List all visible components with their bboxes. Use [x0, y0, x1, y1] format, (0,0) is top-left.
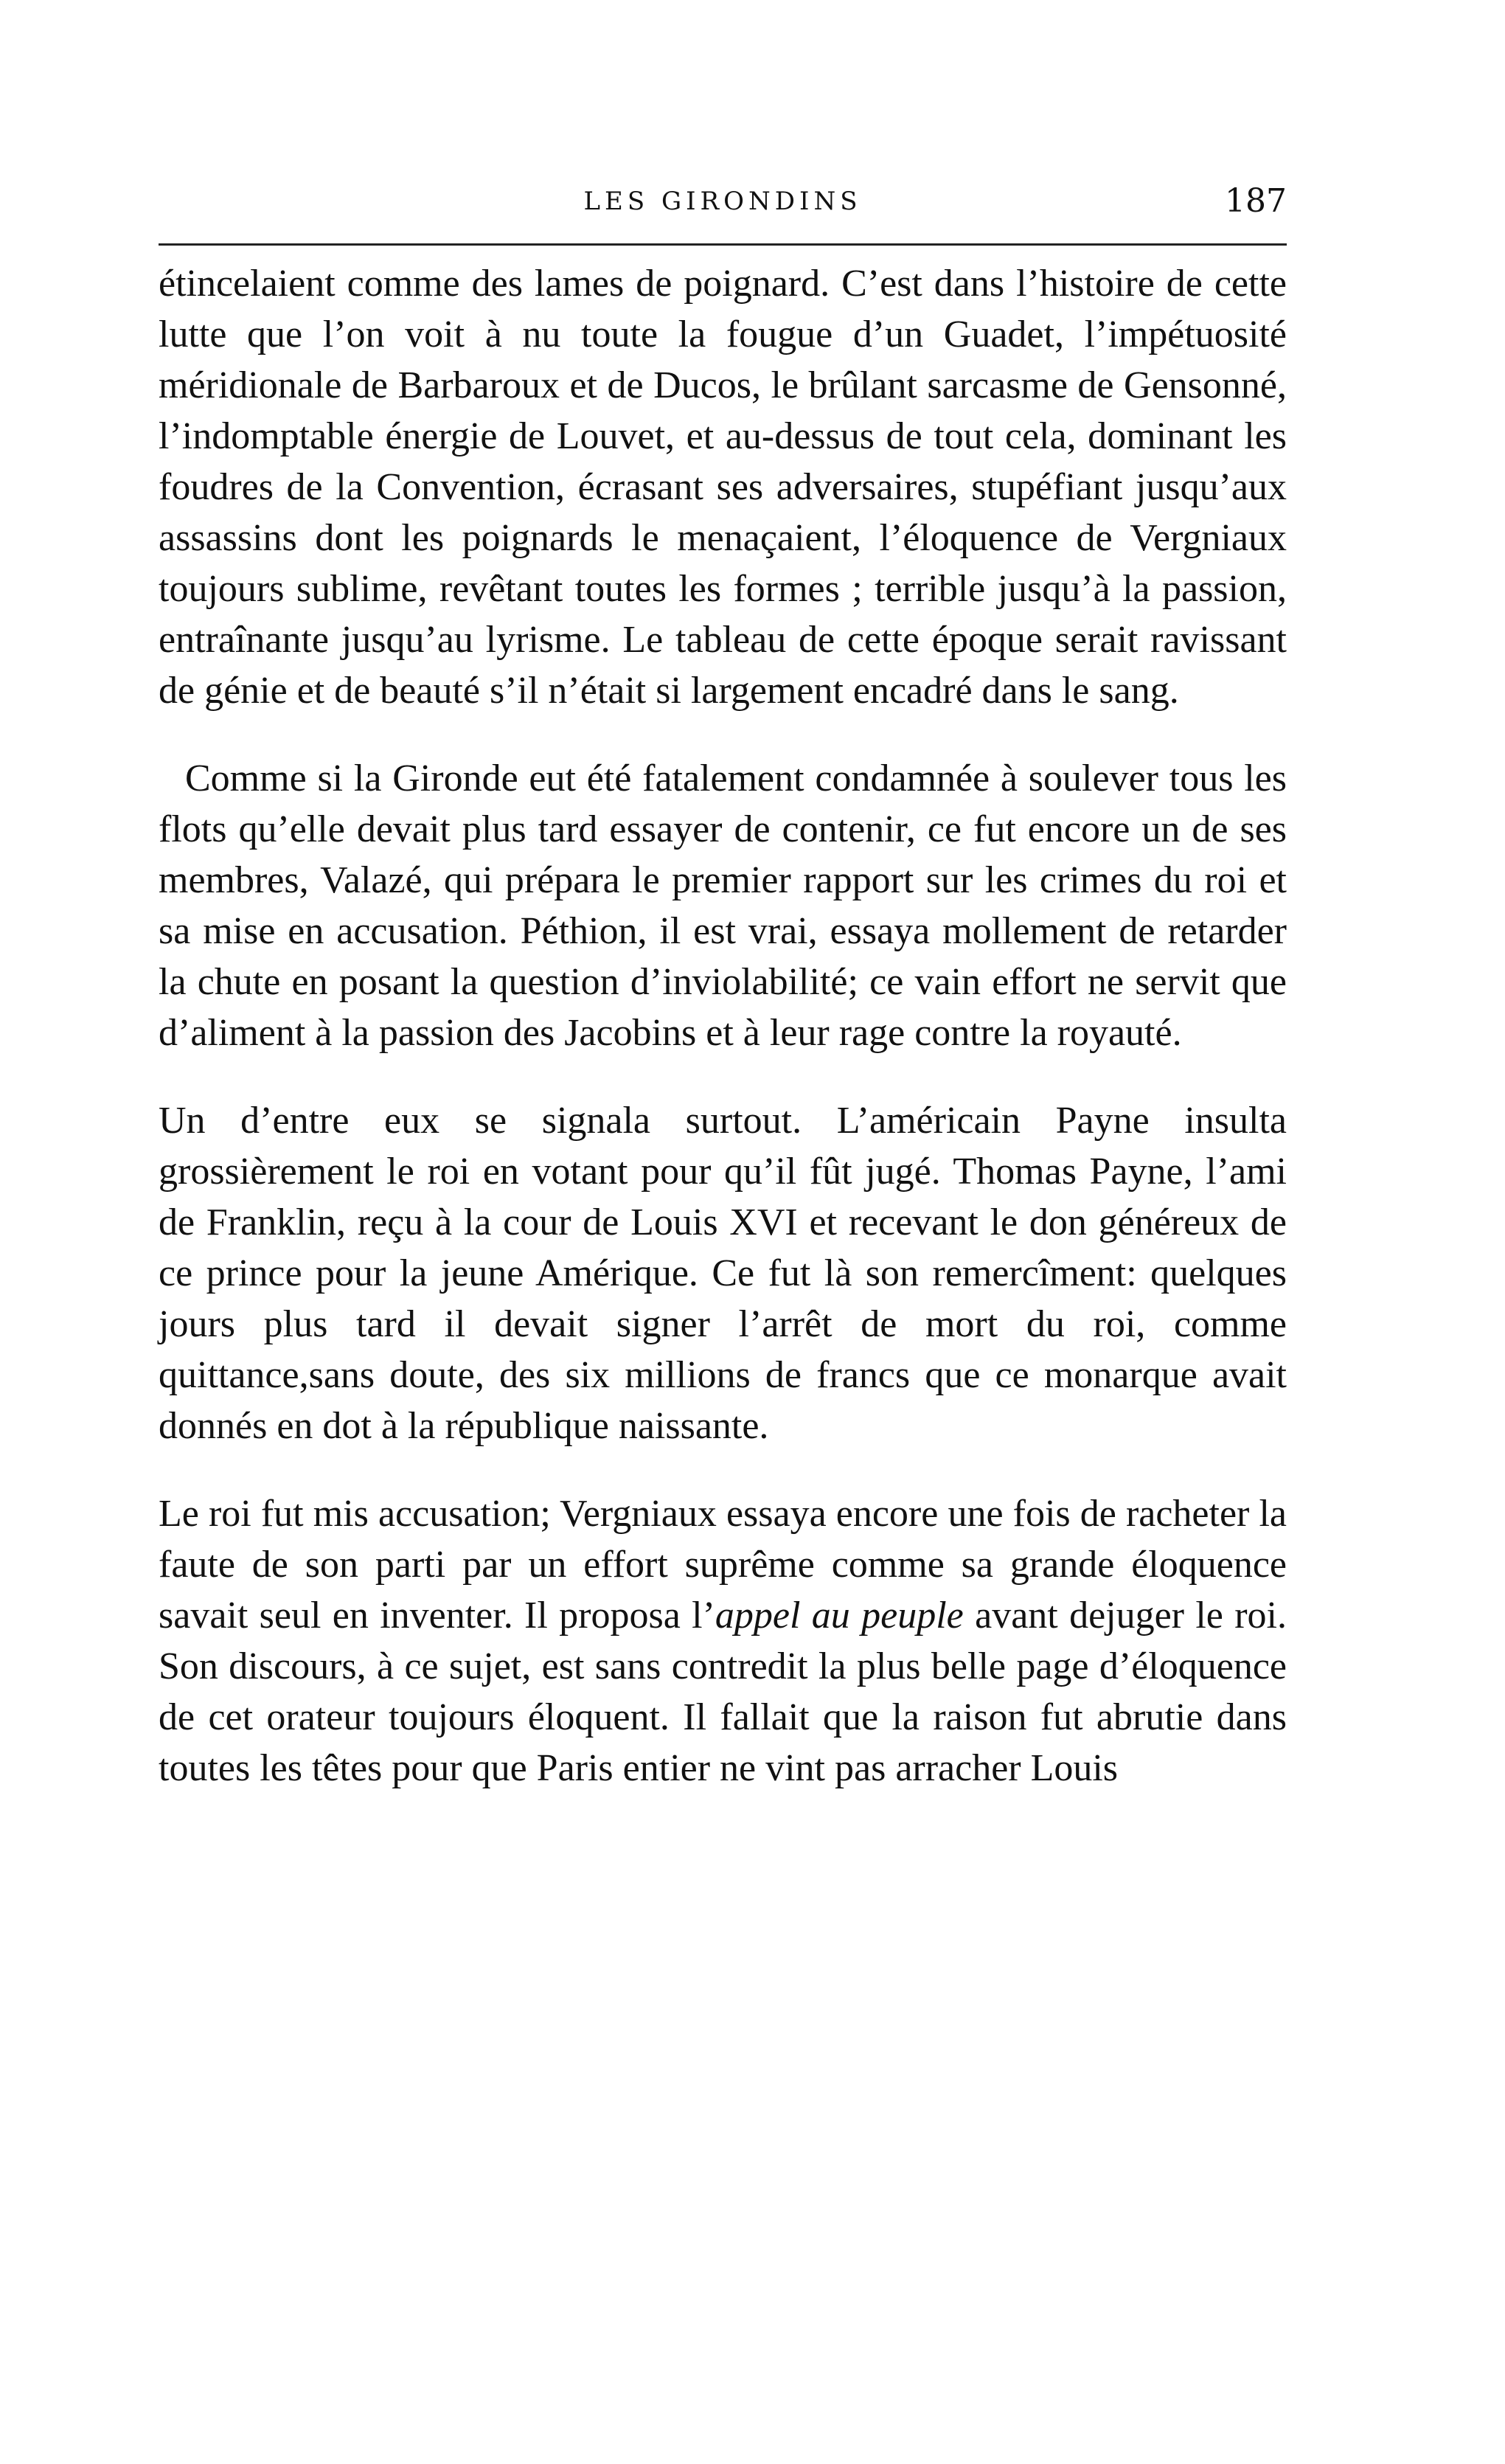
- running-head: [159, 176, 1287, 227]
- running-title: LES GIRONDINS: [583, 187, 862, 216]
- paragraph-4: [159, 1488, 1287, 1794]
- paragraph-4-italic: appel au peuple: [715, 1594, 964, 1637]
- paragraph-2: Comme si la Gironde eut été fatalement condamnée à soulever tous les flots qu’elle devait plus tard essayer de contenir, ce fut encore un de ses membres, Valazé, qui prépara le premier rapport sur les crimes du roi et sa mise en accusation. Péthion, il est vrai, essaya mollement de retarder la chute en posant la question d’inviolabilité; ce vain effort ne servit que d’aliment à la passion des Jacobins et à leur rage contre la royauté.: [159, 757, 1287, 1054]
- paragraph-4-text-after: avant dejuger le roi. Son discours, à ce sujet, est sans contredit la plus belle page d’éloquence de cet orateur toujours éloquent. Il fallait que la raison fut abrutie dans toutes les têtes pour que Paris entier ne vint pas arracher Louis: [159, 1594, 1287, 1789]
- paragraph-4-text-before: Le roi fut mis accusation; Vergniaux essaya encore une fois de racheter la faute de son parti par un effort suprême comme sa grande éloquence savait seul en inventer. Il proposa l’: [159, 1493, 1287, 1637]
- header-rule: [159, 243, 1287, 246]
- page-number: 187: [1225, 182, 1287, 220]
- body-text: [159, 258, 1287, 1794]
- paragraph-3: Un d’entre eux se signala surtout. L’américain Payne insulta grossièrement le roi en votant pour qu’il fût jugé. Thomas Payne, l’ami de Franklin, reçu à la cour de Louis XVI et recevant le don généreux de ce prince pour la jeune Amérique. Ce fut là son remercîment: quelques jours plus tard il devait signer l’arrêt de mort du roi, comme quittance,sans doute, des six millions de francs que ce monarque avait donnés en dot à la république naissante.: [159, 1100, 1287, 1447]
- paragraph-1: étincelaient comme des lames de poignard. C’est dans l’histoire de cette lutte que l’on voit à nu toute la fougue d’un Guadet, l’impétuosité méridionale de Barbaroux et de Ducos, le brûlant sarcasme de Gensonné, l’indomptable énergie de Louvet, et au-dessus de tout cela, dominant les foudres de la Convention, écrasant ses adversaires, stupéfiant jusqu’aux assassins dont les poignards le menaçaient, l’éloquence de Vergniaux toujours sublime, revêtant toutes les formes ; terrible jusqu’à la passion, entraînante jusqu’au lyrisme. Le tableau de cette époque serait ravissant de génie et de beauté s’il n’était si largement encadré dans le sang.: [159, 263, 1287, 712]
